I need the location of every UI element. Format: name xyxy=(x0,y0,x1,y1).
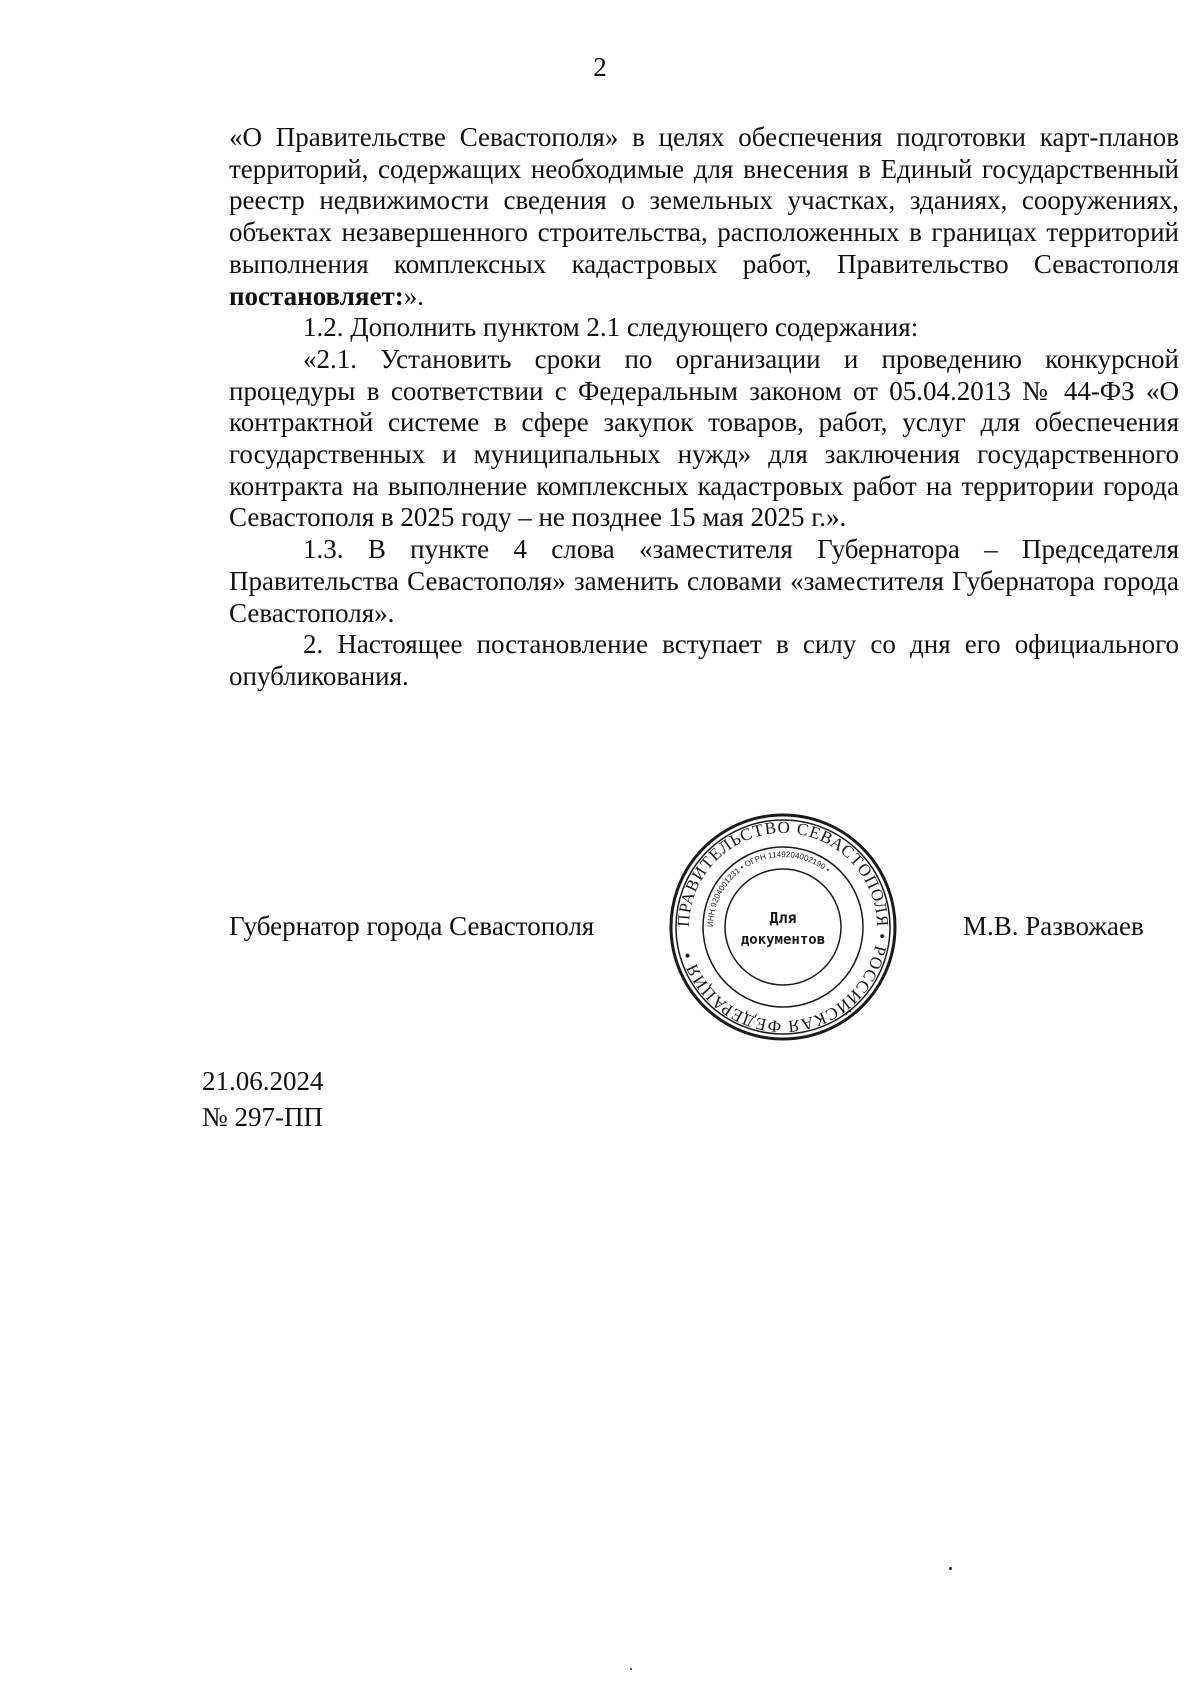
document-meta xyxy=(202,1063,324,1135)
document-body xyxy=(229,122,1179,693)
paragraph-continuation-end: ». xyxy=(403,280,424,311)
scan-speck xyxy=(630,1668,632,1670)
document-date: 21.06.2024 xyxy=(202,1066,324,1096)
paragraph-continuation xyxy=(229,122,1179,312)
official-seal-icon xyxy=(668,812,898,1042)
seal-outer-text: ПРАВИТЕЛЬСТВО СЕВАСТОПОЛЯ • РОССИЙСКАЯ ФЕДЕРАЦИЯ • xyxy=(673,817,893,1037)
scan-speck xyxy=(949,1567,952,1570)
signatory-name: М.В. Развожаев xyxy=(963,911,1144,941)
signatory-position: Губернатор города Севастополя xyxy=(229,911,595,941)
paragraph-1-3: 1.3. В пункте 4 слова «заместителя Губернатора – Председателя Правительства Севастополя» заменить словами «заместителя Губернатора города Севастополя». xyxy=(229,534,1179,628)
seal-center-line-1: Для xyxy=(769,909,797,927)
page-number: 2 xyxy=(593,52,607,82)
paragraph-2-1-quote: «2.1. Установить сроки по организации и проведению конкурсной процедуры в соответствии с Федеральным законом от 05.04.2013 № 44-ФЗ «О контрактной системе в сфере закупок товаров, работ, услуг для обеспечения государственных и муниципальных нужд» для заключения государственного контракта на выполнение комплексных кадастровых работ на территории города Севастополя в 2025 году – не позднее 15 мая 2025 г.». xyxy=(229,343,1179,533)
signature-block xyxy=(0,908,1200,948)
seal-center-line-2: документов xyxy=(740,932,826,948)
paragraph-2: 2. Настоящее постановление вступает в силу со дня его официального опубликования. xyxy=(229,629,1179,691)
seal-inner-text: ИНН 9204001231 • ОГРН 1149204002190 • xyxy=(705,849,832,928)
paragraph-continuation-text: «О Правительстве Севастополя» в целях обеспечения подготовки карт-планов территорий, содержащих необходимые для внесения в Единый государственный реестр недвижимости сведения о земельных участках, зданиях, сооружениях, объектах незавершенного строительства, расположенных в границах территорий выполнения комплексных кадастровых работ, Правительство Севастополя xyxy=(229,122,1179,279)
document-number: № 297-ПП xyxy=(202,1102,323,1132)
resolves-keyword: постановляет: xyxy=(229,280,404,311)
paragraph-1-2: 1.2. Дополнить пунктом 2.1 следующего содержания: xyxy=(303,312,919,343)
